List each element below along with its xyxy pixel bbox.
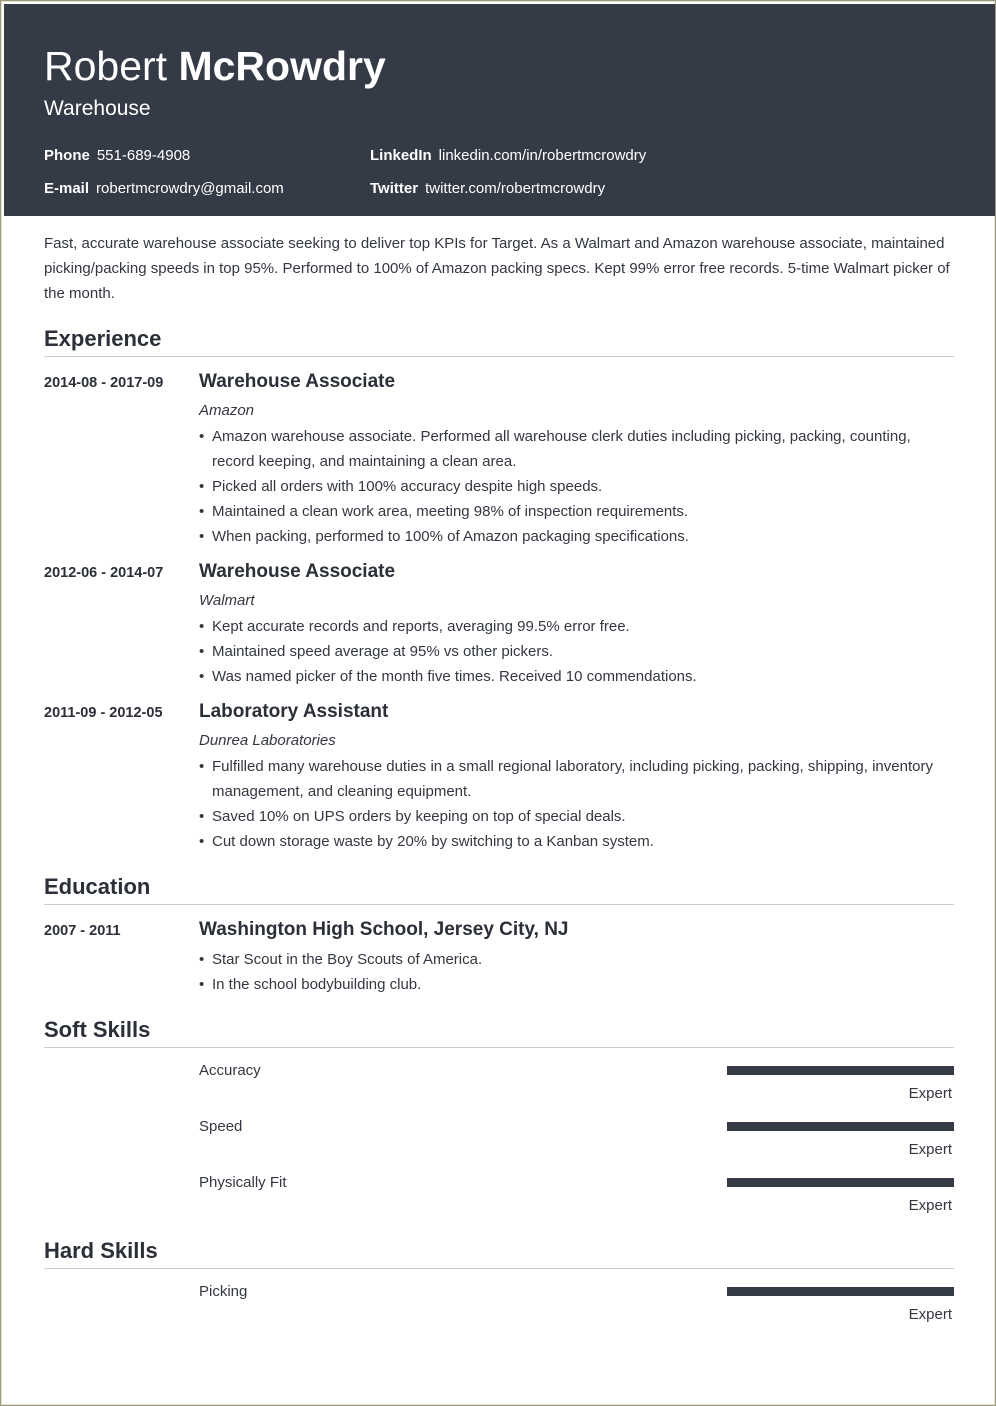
- bullet-item: • Maintained speed average at 95% vs other pickers.: [199, 639, 944, 664]
- section-divider: [44, 904, 954, 905]
- first-name: Robert: [44, 43, 168, 89]
- skill-level-fill: [727, 1122, 954, 1131]
- skill-level-label: Expert: [908, 1085, 952, 1102]
- summary-text: Fast, accurate warehouse associate seeking to deliver top KPIs for Target. As a Walmart and Amazon warehouse associate, maintained picking/packing speeds in top 95%. Performed to 100% of Amazon packing specs. Kept 99% error free records. 5-time Walmart picker of the month.: [44, 235, 950, 302]
- job-bullets: [199, 614, 944, 689]
- bullet-item: • Star Scout in the Boy Scouts of America.: [199, 947, 944, 972]
- skill-level-fill: [727, 1178, 954, 1187]
- contact-label: E-mail: [44, 180, 90, 197]
- skill-level-label: Expert: [908, 1306, 952, 1323]
- contact-value[interactable]: linkedin.com/in/robertmcrowdry: [438, 147, 647, 164]
- skill-level-bar: [727, 1066, 954, 1075]
- contact-label: LinkedIn: [370, 147, 432, 164]
- skill-name: Physically Fit: [199, 1174, 287, 1191]
- school-name: Washington High School, Jersey City, NJ: [199, 919, 569, 940]
- job-title: Warehouse Associate: [199, 371, 396, 392]
- job-dates: 2014-08 - 2017-09: [44, 375, 164, 391]
- skill-level-fill: [727, 1066, 954, 1075]
- contact-value[interactable]: twitter.com/robertmcrowdry: [425, 180, 606, 197]
- job-role: Warehouse: [44, 97, 151, 120]
- contact-value[interactable]: 551-689-4908: [96, 147, 191, 164]
- full-name: [44, 41, 386, 91]
- contact-label: Phone: [44, 147, 90, 164]
- education-bullets: [199, 947, 944, 997]
- contact-email: [44, 180, 284, 198]
- skill-level-bar: [727, 1287, 954, 1296]
- skill-name: Speed: [199, 1118, 243, 1135]
- education-heading: Education: [44, 874, 151, 899]
- bullet-item: • Was named picker of the month five times. Received 10 commendations.: [199, 664, 944, 689]
- contact-label: Twitter: [370, 180, 419, 197]
- bullet-item: • Picked all orders with 100% accuracy despite high speeds.: [199, 474, 944, 499]
- job-company: Amazon: [199, 402, 255, 419]
- job-company: Walmart: [199, 592, 255, 609]
- bullet-item: • Maintained a clean work area, meeting 98% of inspection requirements.: [199, 499, 944, 524]
- bullet-item: • Fulfilled many warehouse duties in a small regional laboratory, including picking, packing, shipping, inventory management, and cleaning equipment.: [199, 754, 944, 804]
- resume-header: [4, 4, 995, 216]
- job-bullets: [199, 754, 944, 854]
- last-name: McRowdry: [178, 43, 386, 89]
- soft-skills-heading: Soft Skills: [44, 1017, 151, 1042]
- skill-level-bar: [727, 1122, 954, 1131]
- skill-level-bar: [727, 1178, 954, 1187]
- education-dates: 2007 - 2011: [44, 923, 121, 939]
- section-divider: [44, 356, 954, 357]
- skill-level-label: Expert: [908, 1197, 952, 1214]
- bullet-item: • When packing, performed to 100% of Amazon packaging specifications.: [199, 524, 944, 549]
- contact-phone: [44, 147, 190, 165]
- section-divider: [44, 1047, 954, 1048]
- bullet-item: • Saved 10% on UPS orders by keeping on top of special deals.: [199, 804, 944, 829]
- skill-level-label: Expert: [908, 1141, 952, 1158]
- skill-level-fill: [727, 1287, 954, 1296]
- contact-twitter: [370, 180, 605, 198]
- skill-name: Accuracy: [199, 1062, 261, 1079]
- contact-value[interactable]: robertmcrowdry@gmail.com: [96, 180, 284, 197]
- job-dates: 2011-09 - 2012-05: [44, 705, 163, 721]
- contact-linkedin: [370, 147, 646, 165]
- job-bullets: [199, 424, 944, 549]
- section-divider: [44, 1268, 954, 1269]
- job-company: Dunrea Laboratories: [199, 732, 336, 749]
- job-title: Warehouse Associate: [199, 561, 396, 582]
- job-dates: 2012-06 - 2014-07: [44, 565, 164, 581]
- experience-heading: Experience: [44, 326, 162, 351]
- bullet-item: • Kept accurate records and reports, averaging 99.5% error free.: [199, 614, 944, 639]
- bullet-item: • Amazon warehouse associate. Performed all warehouse clerk duties including picking, packing, counting, record keeping, and maintaining a clean area.: [199, 424, 944, 474]
- bullet-item: • Cut down storage waste by 20% by switching to a Kanban system.: [199, 829, 944, 854]
- job-title: Laboratory Assistant: [199, 701, 389, 722]
- bullet-item: • In the school bodybuilding club.: [199, 972, 944, 997]
- hard-skills-heading: Hard Skills: [44, 1238, 158, 1263]
- skill-name: Picking: [199, 1283, 248, 1300]
